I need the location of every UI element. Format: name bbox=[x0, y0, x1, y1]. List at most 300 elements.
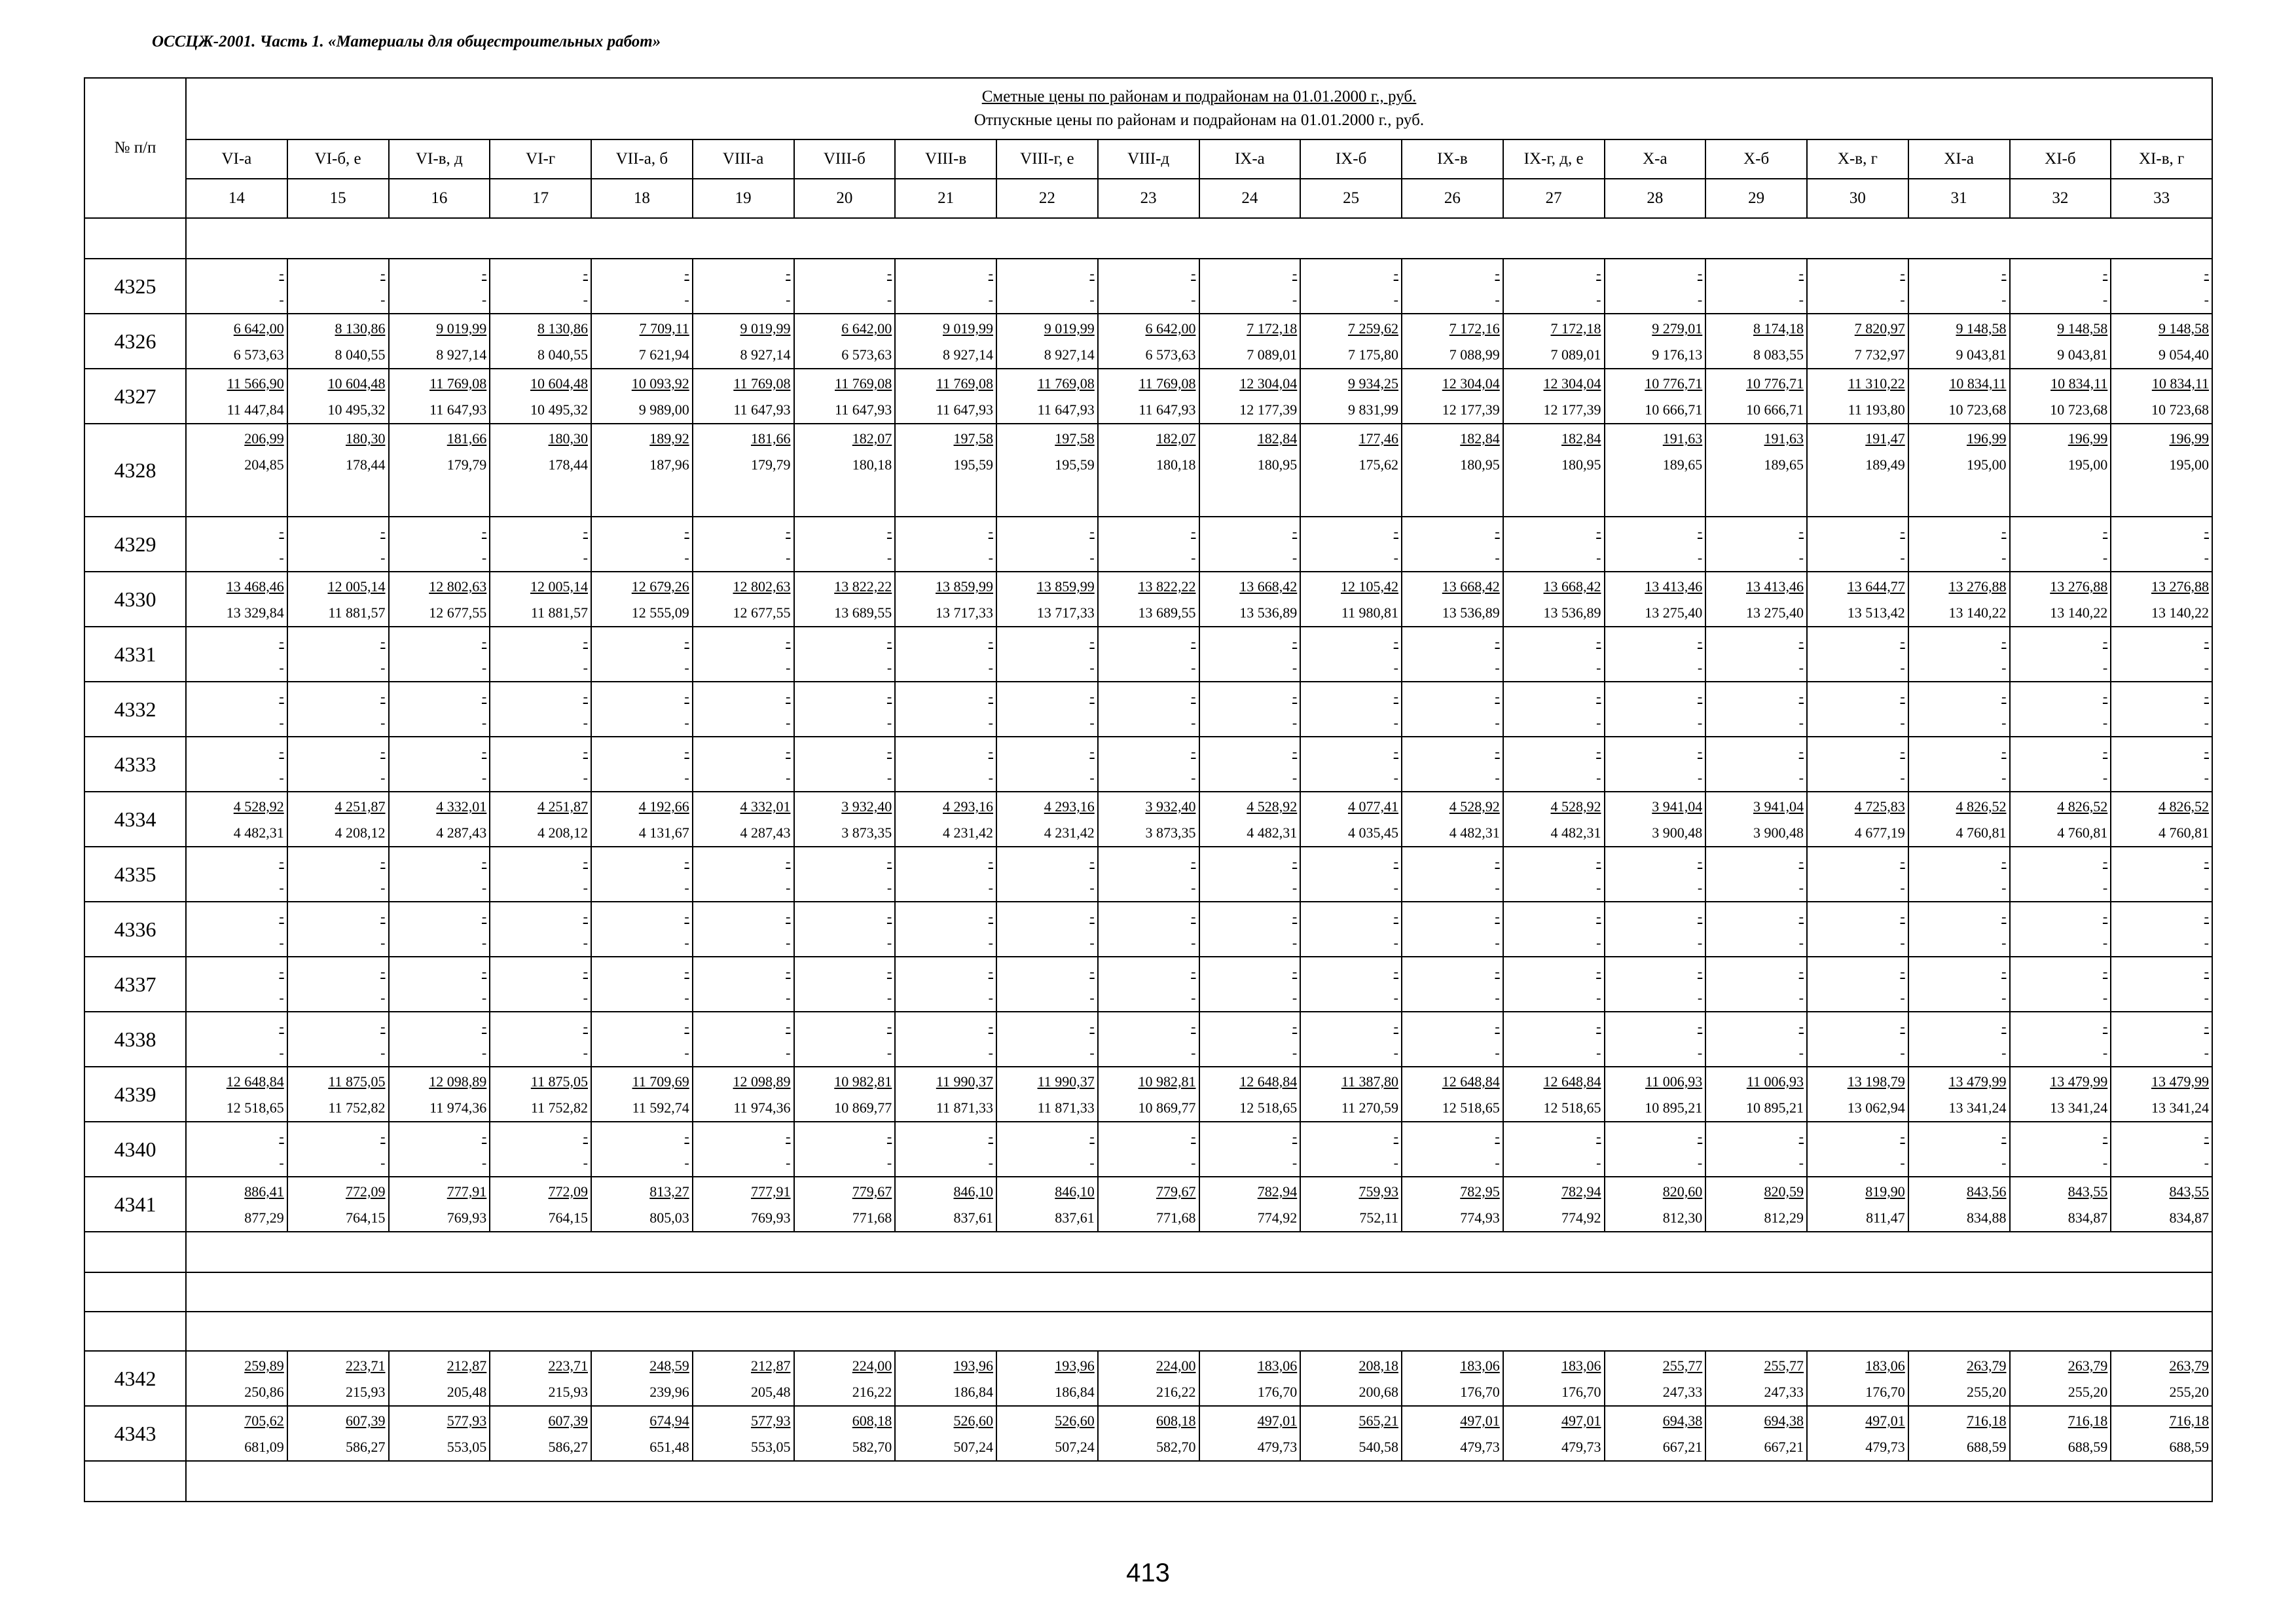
release-price: 186,84 bbox=[953, 1384, 993, 1400]
price-cell bbox=[1098, 572, 1199, 627]
estimated-price: - bbox=[1393, 743, 1398, 760]
release-price: 540,58 bbox=[1358, 1439, 1398, 1455]
release-price: 9 831,99 bbox=[1348, 401, 1398, 418]
release-price: - bbox=[684, 989, 689, 1006]
estimated-price: 4 332,01 bbox=[740, 798, 791, 815]
release-price: - bbox=[1089, 291, 1095, 308]
column-number: 17 bbox=[490, 179, 591, 218]
estimated-price: - bbox=[1089, 523, 1095, 540]
price-cell bbox=[389, 314, 490, 369]
estimated-price: - bbox=[1495, 688, 1500, 705]
release-price: - bbox=[380, 1044, 386, 1061]
price-cell bbox=[591, 572, 693, 627]
estimated-price: - bbox=[2001, 633, 2007, 650]
release-price: - bbox=[1798, 714, 1804, 731]
separator-num-cell bbox=[84, 1461, 186, 1502]
release-price: - bbox=[1292, 549, 1298, 566]
estimated-price: 3 941,04 bbox=[1753, 798, 1804, 815]
release-price: 769,93 bbox=[446, 1209, 487, 1226]
release-price: 12 677,55 bbox=[429, 604, 487, 621]
release-price: - bbox=[1596, 714, 1601, 731]
estimated-price: - bbox=[1089, 853, 1095, 870]
price-cell bbox=[1199, 847, 1301, 902]
estimated-price: - bbox=[2102, 633, 2108, 650]
estimated-price: - bbox=[1798, 688, 1804, 705]
release-price: - bbox=[1292, 659, 1298, 676]
estimated-price: 9 148,58 bbox=[2057, 320, 2108, 337]
price-cell bbox=[2111, 1122, 2212, 1177]
estimated-price: 12 802,63 bbox=[429, 578, 487, 595]
estimated-price: 10 604,48 bbox=[530, 375, 588, 392]
release-price: - bbox=[481, 714, 487, 731]
price-cell bbox=[2111, 847, 2212, 902]
release-price: - bbox=[684, 1044, 689, 1061]
estimated-price: 9 148,58 bbox=[2159, 320, 2209, 337]
release-price: - bbox=[380, 291, 386, 308]
price-cell bbox=[895, 792, 996, 847]
release-price: 13 062,94 bbox=[1847, 1099, 1905, 1116]
estimated-price: 177,46 bbox=[1358, 430, 1398, 447]
estimated-price: - bbox=[786, 853, 791, 870]
price-cell bbox=[693, 792, 794, 847]
release-price: 195,59 bbox=[953, 456, 993, 473]
estimated-price: - bbox=[380, 853, 386, 870]
estimated-price: 9 934,25 bbox=[1348, 375, 1398, 392]
release-price: 10 895,21 bbox=[1645, 1099, 1703, 1116]
release-price: - bbox=[1393, 659, 1398, 676]
release-price: - bbox=[1900, 659, 1905, 676]
release-price: - bbox=[1393, 291, 1398, 308]
price-cell bbox=[1908, 737, 2010, 792]
estimated-price: 777,91 bbox=[446, 1183, 487, 1200]
price-cell bbox=[591, 847, 693, 902]
price-cell bbox=[895, 369, 996, 424]
release-price: 13 341,24 bbox=[1948, 1099, 2007, 1116]
price-cell bbox=[2111, 424, 2212, 517]
price-cell bbox=[186, 259, 287, 314]
price-cell bbox=[287, 682, 389, 737]
release-price: - bbox=[988, 989, 993, 1006]
release-price: 12 518,65 bbox=[1239, 1099, 1298, 1116]
estimated-price: 10 834,11 bbox=[2151, 375, 2209, 392]
separator-num-cell bbox=[84, 1272, 186, 1312]
price-cell bbox=[2010, 369, 2111, 424]
release-price: - bbox=[380, 879, 386, 896]
release-price: 4 482,31 bbox=[233, 824, 284, 841]
estimated-price: 11 875,05 bbox=[530, 1073, 588, 1090]
estimated-price: - bbox=[1900, 908, 1905, 925]
price-cell bbox=[1199, 1406, 1301, 1461]
price-cell bbox=[287, 847, 389, 902]
release-price: - bbox=[886, 879, 892, 896]
row-number: 4338 bbox=[84, 1012, 186, 1067]
price-cell bbox=[1705, 847, 1807, 902]
release-price: 7 175,80 bbox=[1348, 346, 1398, 363]
price-cell bbox=[591, 1351, 693, 1406]
price-cell bbox=[591, 957, 693, 1012]
release-price: 11 980,81 bbox=[1341, 604, 1398, 621]
price-cell bbox=[1807, 627, 1908, 682]
estimated-price: 8 174,18 bbox=[1753, 320, 1804, 337]
estimated-price: - bbox=[1596, 963, 1601, 980]
price-cell bbox=[591, 517, 693, 572]
estimated-price: - bbox=[684, 908, 689, 925]
price-cell bbox=[1402, 572, 1503, 627]
release-price: - bbox=[279, 769, 284, 786]
release-price: - bbox=[1292, 989, 1298, 1006]
release-price: - bbox=[2102, 769, 2108, 786]
estimated-price: 12 304,04 bbox=[1442, 375, 1500, 392]
table-row bbox=[84, 572, 2212, 627]
release-price: 834,88 bbox=[1967, 1209, 2007, 1226]
release-price: - bbox=[380, 714, 386, 731]
estimated-price: - bbox=[2001, 908, 2007, 925]
price-cell bbox=[794, 682, 896, 737]
release-price: 11 647,93 bbox=[835, 401, 892, 418]
release-price: - bbox=[1089, 989, 1095, 1006]
release-price: - bbox=[279, 879, 284, 896]
price-cell bbox=[1098, 517, 1199, 572]
estimated-price: - bbox=[583, 1018, 588, 1035]
price-cell bbox=[2010, 792, 2111, 847]
estimated-price: 813,27 bbox=[649, 1183, 689, 1200]
release-price: 4 131,67 bbox=[638, 824, 689, 841]
estimated-price: - bbox=[380, 963, 386, 980]
release-price: 812,29 bbox=[1764, 1209, 1804, 1226]
release-price: - bbox=[1900, 549, 1905, 566]
price-cell bbox=[591, 1406, 693, 1461]
row-number: 4337 bbox=[84, 957, 186, 1012]
release-price: 4 231,42 bbox=[943, 824, 993, 841]
price-cell bbox=[1605, 847, 1706, 902]
estimated-price: 819,90 bbox=[1865, 1183, 1905, 1200]
price-cell bbox=[1605, 682, 1706, 737]
price-cell bbox=[2010, 572, 2111, 627]
release-price: - bbox=[2001, 879, 2007, 896]
estimated-price: 497,01 bbox=[1460, 1412, 1500, 1429]
estimated-price: - bbox=[1089, 265, 1095, 282]
estimated-price: 13 413,46 bbox=[1746, 578, 1804, 595]
price-cell bbox=[794, 1067, 896, 1122]
price-cell bbox=[1807, 957, 1908, 1012]
price-cell bbox=[1908, 314, 2010, 369]
estimated-price: 12 648,84 bbox=[1442, 1073, 1500, 1090]
release-price: - bbox=[2102, 1154, 2108, 1171]
estimated-price: - bbox=[988, 1128, 993, 1145]
estimated-price: - bbox=[988, 633, 993, 650]
estimated-price: - bbox=[1495, 853, 1500, 870]
estimated-price: 820,60 bbox=[1662, 1183, 1703, 1200]
region-header: IX-г, д, е bbox=[1503, 139, 1605, 179]
release-price: 175,62 bbox=[1358, 456, 1398, 473]
estimated-price: - bbox=[1596, 1128, 1601, 1145]
estimated-price: - bbox=[1089, 1128, 1095, 1145]
release-price: 195,00 bbox=[2169, 456, 2209, 473]
estimated-price: 208,18 bbox=[1358, 1357, 1398, 1374]
estimated-price: 9 279,01 bbox=[1652, 320, 1703, 337]
price-cell bbox=[2111, 792, 2212, 847]
header-row-regions bbox=[84, 139, 2212, 179]
release-price: - bbox=[886, 549, 892, 566]
release-price: - bbox=[2001, 1154, 2007, 1171]
price-cell bbox=[1807, 792, 1908, 847]
release-price: - bbox=[786, 879, 791, 896]
release-price: - bbox=[1798, 1044, 1804, 1061]
estimated-price: 7 709,11 bbox=[639, 320, 689, 337]
price-cell bbox=[895, 902, 996, 957]
release-price: - bbox=[1191, 879, 1196, 896]
release-price: - bbox=[1900, 1154, 1905, 1171]
estimated-price: - bbox=[1292, 853, 1298, 870]
estimated-price: - bbox=[1697, 688, 1703, 705]
release-price: - bbox=[1798, 1154, 1804, 1171]
release-price: - bbox=[1900, 1044, 1905, 1061]
release-price: 764,15 bbox=[346, 1209, 386, 1226]
release-price: - bbox=[380, 769, 386, 786]
price-cell bbox=[895, 572, 996, 627]
price-cell bbox=[1705, 1122, 1807, 1177]
release-price: - bbox=[786, 659, 791, 676]
price-cell bbox=[490, 1012, 591, 1067]
release-price: 771,68 bbox=[852, 1209, 892, 1226]
table-row bbox=[84, 737, 2212, 792]
price-cell bbox=[1908, 682, 2010, 737]
release-price: - bbox=[786, 1154, 791, 1171]
estimated-price: - bbox=[1798, 963, 1804, 980]
price-cell bbox=[490, 1406, 591, 1461]
estimated-price: - bbox=[1697, 265, 1703, 282]
release-price: - bbox=[2001, 714, 2007, 731]
release-price: - bbox=[2204, 549, 2209, 566]
estimated-price: 772,09 bbox=[548, 1183, 588, 1200]
estimated-price: - bbox=[2204, 523, 2209, 540]
price-cell bbox=[1199, 1351, 1301, 1406]
estimated-price: - bbox=[786, 1018, 791, 1035]
release-price: - bbox=[583, 879, 588, 896]
price-cell bbox=[389, 737, 490, 792]
estimated-price: - bbox=[583, 523, 588, 540]
estimated-price: 4 293,16 bbox=[943, 798, 993, 815]
release-price: - bbox=[2102, 879, 2108, 896]
price-cell bbox=[186, 847, 287, 902]
estimated-price: 11 769,08 bbox=[1037, 375, 1095, 392]
release-price: 176,70 bbox=[1257, 1384, 1298, 1400]
price-cell bbox=[186, 1406, 287, 1461]
release-price: - bbox=[1292, 1044, 1298, 1061]
price-cell bbox=[996, 1177, 1098, 1232]
estimated-price: - bbox=[481, 1018, 487, 1035]
release-price: 752,11 bbox=[1359, 1209, 1398, 1226]
estimated-price: - bbox=[1798, 1128, 1804, 1145]
price-cell bbox=[1807, 572, 1908, 627]
release-price: - bbox=[1596, 769, 1601, 786]
price-cell bbox=[389, 682, 490, 737]
release-price: 176,70 bbox=[1561, 1384, 1601, 1400]
release-price: - bbox=[1089, 1154, 1095, 1171]
release-price: 8 040,55 bbox=[538, 346, 588, 363]
release-price: 13 341,24 bbox=[2050, 1099, 2108, 1116]
price-cell bbox=[1402, 1012, 1503, 1067]
estimated-price: - bbox=[1900, 688, 1905, 705]
estimated-price: 779,67 bbox=[1156, 1183, 1196, 1200]
price-cell bbox=[287, 1351, 389, 1406]
estimated-price: 12 304,04 bbox=[1543, 375, 1601, 392]
estimated-price: 11 769,08 bbox=[429, 375, 487, 392]
price-table bbox=[84, 77, 2213, 1502]
estimated-price: - bbox=[684, 688, 689, 705]
price-cell bbox=[1199, 517, 1301, 572]
row-number: 4333 bbox=[84, 737, 186, 792]
estimated-price: 13 859,99 bbox=[1036, 578, 1095, 595]
estimated-price: - bbox=[684, 743, 689, 760]
release-price: - bbox=[1697, 714, 1703, 731]
release-price: - bbox=[1900, 989, 1905, 1006]
price-cell bbox=[186, 369, 287, 424]
release-price: 180,18 bbox=[852, 456, 892, 473]
price-cell bbox=[693, 259, 794, 314]
price-cell bbox=[693, 1067, 794, 1122]
price-cell bbox=[389, 1122, 490, 1177]
estimated-price: 12 005,14 bbox=[530, 578, 588, 595]
release-price: - bbox=[1089, 879, 1095, 896]
price-cell bbox=[1908, 957, 2010, 1012]
estimated-price: 196,99 bbox=[1967, 430, 2007, 447]
release-price: 12 518,65 bbox=[1543, 1099, 1601, 1116]
price-cell bbox=[1199, 1177, 1301, 1232]
estimated-price: 7 172,18 bbox=[1550, 320, 1601, 337]
estimated-price: 223,71 bbox=[346, 1357, 386, 1374]
price-cell bbox=[1098, 1406, 1199, 1461]
release-price: 7 088,99 bbox=[1449, 346, 1500, 363]
estimated-price: - bbox=[886, 963, 892, 980]
price-cell bbox=[1503, 1122, 1605, 1177]
release-price: - bbox=[279, 659, 284, 676]
release-price: - bbox=[886, 769, 892, 786]
price-cell bbox=[490, 847, 591, 902]
price-cell bbox=[1300, 1122, 1402, 1177]
release-price: 6 573,63 bbox=[841, 346, 892, 363]
estimated-price: - bbox=[380, 743, 386, 760]
price-cell bbox=[1705, 682, 1807, 737]
column-number: 24 bbox=[1199, 179, 1301, 218]
price-cell bbox=[186, 1351, 287, 1406]
price-cell bbox=[490, 517, 591, 572]
estimated-price: 255,77 bbox=[1662, 1357, 1703, 1374]
release-price: - bbox=[481, 291, 487, 308]
column-number: 33 bbox=[2111, 179, 2212, 218]
price-cell bbox=[591, 1177, 693, 1232]
price-cell bbox=[490, 572, 591, 627]
release-price: - bbox=[886, 1154, 892, 1171]
estimated-price: 10 093,92 bbox=[631, 375, 689, 392]
release-price: - bbox=[2102, 934, 2108, 951]
release-price: 195,00 bbox=[2068, 456, 2108, 473]
price-cell bbox=[1402, 957, 1503, 1012]
release-price: - bbox=[2204, 1044, 2209, 1061]
release-price: - bbox=[1798, 659, 1804, 676]
release-price: - bbox=[279, 714, 284, 731]
estimated-price: - bbox=[2102, 1018, 2108, 1035]
estimated-price: 759,93 bbox=[1358, 1183, 1398, 1200]
release-price: - bbox=[1393, 989, 1398, 1006]
release-price: 13 689,55 bbox=[1138, 604, 1196, 621]
release-price: 12 518,65 bbox=[1442, 1099, 1500, 1116]
release-price: 479,73 bbox=[1460, 1439, 1500, 1455]
estimated-price: 11 875,05 bbox=[328, 1073, 386, 1090]
price-cell bbox=[895, 737, 996, 792]
estimated-price: 248,59 bbox=[649, 1357, 689, 1374]
estimated-price: 4 826,52 bbox=[1956, 798, 2007, 815]
price-cell bbox=[1300, 1406, 1402, 1461]
release-price: - bbox=[1596, 659, 1601, 676]
release-price: 582,70 bbox=[852, 1439, 892, 1455]
price-cell bbox=[1098, 1012, 1199, 1067]
release-price: 13 536,89 bbox=[1239, 604, 1298, 621]
region-header: VI-б, е bbox=[287, 139, 389, 179]
price-cell bbox=[1705, 1177, 1807, 1232]
price-cell bbox=[1807, 369, 1908, 424]
price-cell bbox=[693, 1406, 794, 1461]
price-cell bbox=[1402, 847, 1503, 902]
release-price: 4 760,81 bbox=[2159, 824, 2209, 841]
price-cell bbox=[895, 1067, 996, 1122]
release-price: 877,29 bbox=[244, 1209, 284, 1226]
release-price: 11 881,57 bbox=[328, 604, 386, 621]
release-price: 195,00 bbox=[1967, 456, 2007, 473]
estimated-price: - bbox=[2001, 1018, 2007, 1035]
price-cell bbox=[287, 1122, 389, 1177]
estimated-price: 197,58 bbox=[1055, 430, 1095, 447]
table-row bbox=[84, 1122, 2212, 1177]
price-cell bbox=[1402, 1122, 1503, 1177]
price-cell bbox=[693, 682, 794, 737]
release-price: - bbox=[886, 1044, 892, 1061]
price-cell bbox=[1098, 737, 1199, 792]
estimated-price: 843,55 bbox=[2169, 1183, 2209, 1200]
table-row bbox=[84, 1351, 2212, 1406]
price-cell bbox=[490, 424, 591, 517]
release-price: 189,65 bbox=[1764, 456, 1804, 473]
row-number: 4334 bbox=[84, 792, 186, 847]
release-price: 11 974,36 bbox=[733, 1099, 791, 1116]
price-cell bbox=[1605, 1406, 1706, 1461]
release-price: - bbox=[2102, 714, 2108, 731]
estimated-price: - bbox=[2102, 523, 2108, 540]
price-cell bbox=[1503, 572, 1605, 627]
price-cell bbox=[794, 1351, 896, 1406]
release-price: - bbox=[481, 549, 487, 566]
release-price: - bbox=[1596, 879, 1601, 896]
release-price: - bbox=[988, 714, 993, 731]
price-cell bbox=[1199, 314, 1301, 369]
release-price: - bbox=[786, 934, 791, 951]
estimated-price: 13 276,88 bbox=[2050, 578, 2108, 595]
price-cell bbox=[1705, 1406, 1807, 1461]
price-cell bbox=[1605, 369, 1706, 424]
price-cell bbox=[490, 737, 591, 792]
region-header: VIII-б bbox=[794, 139, 896, 179]
release-price: 189,65 bbox=[1662, 456, 1703, 473]
release-price: - bbox=[2001, 659, 2007, 676]
row-number: 4330 bbox=[84, 572, 186, 627]
estimated-price: 9 019,99 bbox=[1044, 320, 1095, 337]
release-price: 13 275,40 bbox=[1645, 604, 1703, 621]
estimated-price: - bbox=[1697, 1128, 1703, 1145]
estimated-price: 13 479,99 bbox=[2050, 1073, 2108, 1090]
price-cell bbox=[1705, 314, 1807, 369]
price-cell bbox=[895, 847, 996, 902]
estimated-price: 183,06 bbox=[1257, 1357, 1298, 1374]
